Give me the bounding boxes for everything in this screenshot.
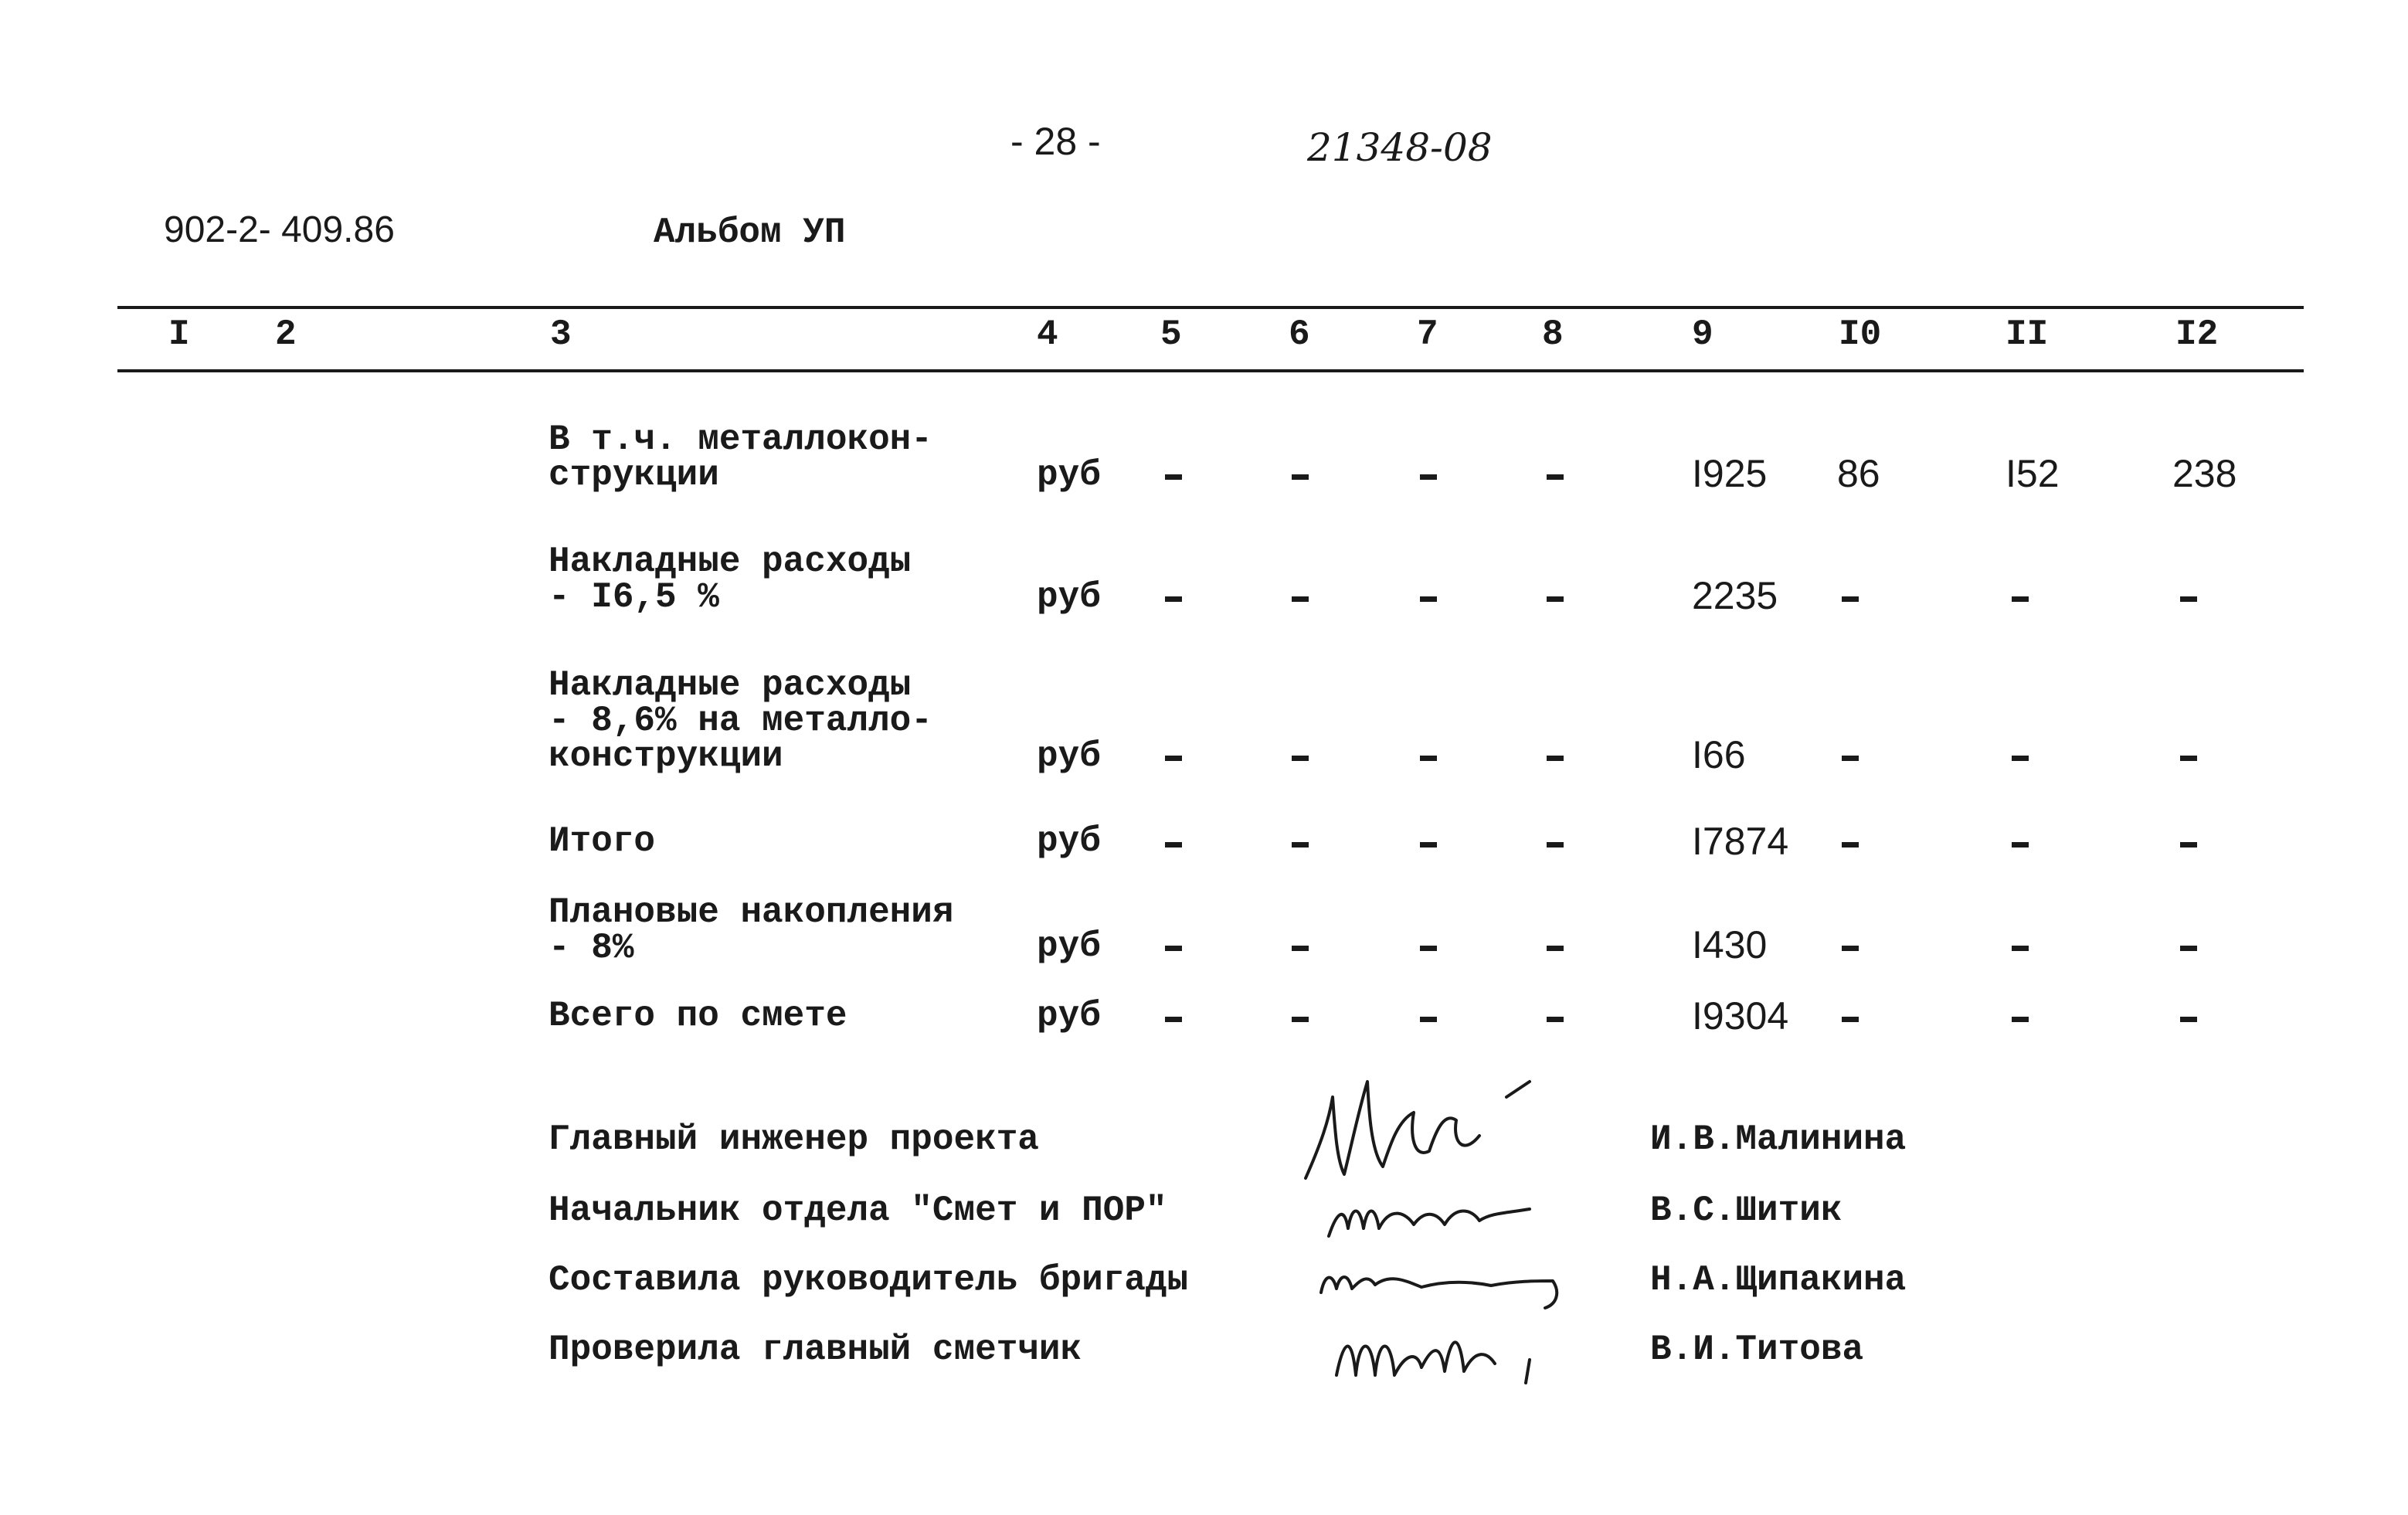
- dash-cell: [2180, 596, 2197, 602]
- row-name: [549, 667, 932, 774]
- value-col9: I925: [1692, 452, 1768, 495]
- dash-cell: [1842, 596, 1859, 602]
- column-header: I2: [2175, 314, 2219, 355]
- dash-cell: [1292, 474, 1309, 480]
- column-header: 8: [1542, 314, 1564, 355]
- signature-role: Проверила главный сметчик: [549, 1330, 1082, 1370]
- row-name-line: струкции: [549, 455, 719, 495]
- row-name-line: Итого: [549, 821, 656, 861]
- unit-cell: руб: [1037, 577, 1101, 617]
- column-header: I: [168, 314, 190, 355]
- column-header: 7: [1417, 314, 1438, 355]
- dash-cell: [2012, 946, 2029, 951]
- row-name-line: Накладные расходы: [549, 665, 912, 705]
- dash-cell: [2180, 842, 2197, 848]
- dash-cell: [1842, 756, 1859, 761]
- row-name: [549, 422, 932, 493]
- row-name-line: Всего по смете: [549, 996, 847, 1036]
- value-col9: I66: [1692, 733, 1746, 776]
- unit-cell: руб: [1037, 736, 1101, 776]
- dash-cell: [2180, 1017, 2197, 1022]
- column-header: 5: [1160, 314, 1182, 355]
- dash-cell: [1420, 946, 1437, 951]
- table-top-rule: [117, 306, 2304, 309]
- row-name-line: Накладные расходы: [549, 542, 912, 582]
- row-name: [549, 892, 954, 968]
- dash-cell: [1547, 1017, 1564, 1022]
- dash-cell: [2012, 756, 2029, 761]
- row-name: [549, 998, 847, 1034]
- handwritten-signature: [1298, 1066, 1545, 1182]
- column-header: 6: [1289, 314, 1310, 355]
- dash-cell: [1292, 756, 1309, 761]
- signature-role: Начальник отдела "Смет и ПОР": [549, 1191, 1167, 1231]
- dash-cell: [1292, 596, 1309, 602]
- column-header: 2: [275, 314, 297, 355]
- dash-cell: [1420, 596, 1437, 602]
- unit-cell: руб: [1037, 996, 1101, 1036]
- column-header: II: [2006, 314, 2049, 355]
- dash-cell: [2012, 596, 2029, 602]
- page-number: - 28 -: [1010, 120, 1101, 163]
- dash-cell: [1842, 1017, 1859, 1022]
- signature-name: И.В.Малинина: [1650, 1119, 1907, 1160]
- unit-cell: руб: [1037, 455, 1101, 495]
- dash-cell: [1547, 756, 1564, 761]
- dash-cell: [1165, 842, 1182, 848]
- dash-cell: [1420, 474, 1437, 480]
- dash-cell: [1165, 1017, 1182, 1022]
- dash-cell: [1165, 474, 1182, 480]
- dash-cell: [1292, 946, 1309, 951]
- value-col9: I7874: [1692, 820, 1789, 863]
- value-col11: I52: [2006, 452, 2060, 495]
- dash-cell: [1292, 842, 1309, 848]
- value-col12: 238: [2172, 452, 2237, 495]
- row-name: [549, 544, 911, 615]
- value-col9: I9304: [1692, 994, 1789, 1038]
- signature-role: Главный инженер проекта: [549, 1119, 1039, 1160]
- dash-cell: [1547, 946, 1564, 951]
- dash-cell: [1165, 756, 1182, 761]
- dash-cell: [2180, 946, 2197, 951]
- column-header: 3: [550, 314, 572, 355]
- dash-cell: [2012, 842, 2029, 848]
- handwritten-signature: [1313, 1250, 1568, 1312]
- dash-cell: [2012, 1017, 2029, 1022]
- dash-cell: [2180, 756, 2197, 761]
- dash-cell: [1420, 756, 1437, 761]
- signature-name: Н.А.Щипакина: [1650, 1260, 1907, 1300]
- dash-cell: [1842, 946, 1859, 951]
- row-name-line: Плановые накопления: [549, 892, 954, 932]
- dash-cell: [1292, 1017, 1309, 1022]
- row-name-line: В т.ч. металлокон-: [549, 420, 932, 460]
- unit-cell: руб: [1037, 821, 1101, 861]
- dash-cell: [1420, 1017, 1437, 1022]
- table-header-bottom-rule: [117, 369, 2304, 372]
- column-header: 4: [1037, 314, 1058, 355]
- dash-cell: [1165, 596, 1182, 602]
- album-label: Альбом УП: [654, 212, 846, 253]
- value-col9: I430: [1692, 923, 1768, 966]
- handwritten-signature: [1329, 1313, 1561, 1391]
- signature-name: В.С.Шитик: [1650, 1191, 1843, 1231]
- project-code: 902-2- 409.86: [164, 209, 395, 250]
- value-col10: 86: [1837, 452, 1880, 495]
- row-name-line: - I6,5 %: [549, 577, 719, 617]
- dash-cell: [1842, 842, 1859, 848]
- row-name-line: - 8,6% на металло-: [549, 701, 932, 741]
- signature-role: Составила руководитель бригады: [549, 1260, 1189, 1300]
- unit-cell: руб: [1037, 926, 1101, 966]
- row-name-line: - 8%: [549, 928, 634, 968]
- dash-cell: [1547, 474, 1564, 480]
- document-code: 21348-08: [1307, 125, 1493, 170]
- dash-cell: [1547, 596, 1564, 602]
- handwritten-signature: [1321, 1182, 1537, 1244]
- dash-cell: [1420, 842, 1437, 848]
- row-name-line: конструкции: [549, 736, 783, 776]
- column-header: I0: [1839, 314, 1882, 355]
- value-col9: 2235: [1692, 574, 1778, 617]
- column-header: 9: [1692, 314, 1713, 355]
- dash-cell: [1165, 946, 1182, 951]
- row-name: [549, 821, 656, 861]
- signature-name: В.И.Титова: [1650, 1330, 1864, 1370]
- dash-cell: [1547, 842, 1564, 848]
